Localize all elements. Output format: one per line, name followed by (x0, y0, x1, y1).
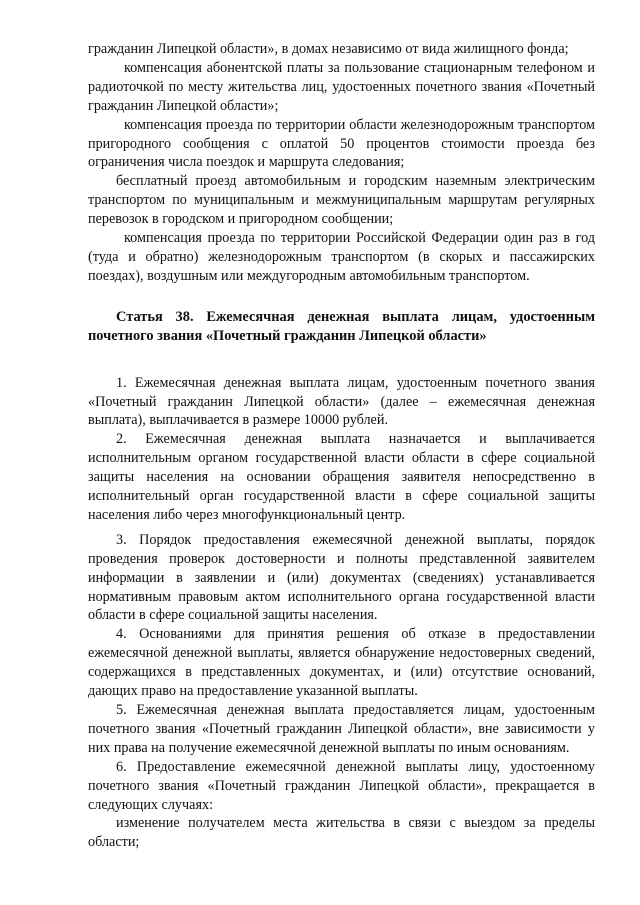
article-item-4: 4. Основаниями для принятия решения об отказе в предоставлении ежемесячной денежной выплаты, является обнаружение недостоверных сведений, содержащихся в представленных документах, и (или) отсутствие оснований, дающих право на предоставление указанной выплаты. (88, 626, 595, 700)
article-item-5: 5. Ежемесячная денежная выплата предоставляется лицам, удостоенным почетного звания «Почетный гражданин Липецкой области», вне зависимости у них права на получение ежемесячной денежной выплаты по иным основаниям. (88, 702, 595, 756)
paragraph-housing-continuation: гражданин Липецкой области», в домах независимо от вида жилищного фонда; (88, 41, 569, 57)
article-item-1: 1. Ежемесячная денежная выплата лицам, удостоенным почетного звания «Почетный гражданин Липецкой области» (далее – ежемесячная денежная выплата), выплачивается в размере 10000 рублей. (88, 374, 595, 429)
paragraph-rail-compensation: компенсация проезда по территории области железнодорожным транспортом пригородного сообщения с оплатой 50 процентов стоимости проезда без ограничения числа поездок и маршрута следования; (88, 116, 595, 171)
document-page (88, 40, 595, 852)
article-heading: Статья 38. Ежемесячная денежная выплата лицам, удостоенным почетного звания «Почетный гражданин Липецкой области» (88, 308, 595, 344)
article-item-6-case-relocation: изменение получателем места жительства в связи с выездом за пределы области; (88, 815, 595, 851)
paragraph-free-transport: бесплатный проезд автомобильным и городским наземным электрическим транспортом по муниципальным и межмуниципальным маршрутам регулярных перевозок в городском и пригородном сообщении; (88, 173, 595, 228)
paragraph-federal-travel: компенсация проезда по территории Российской Федерации один раз в год (туда и обратно) железнодорожным транспортом (в скорых и пассажирских поездах), воздушным или междугородным автомобильным транспортом. (88, 230, 595, 284)
article-item-3: 3. Порядок предоставления ежемесячной денежной выплаты, порядок проведения проверок достоверности и полноты представленной заявителем информации в заявлении и (или) документах (сведениях) устанавливается нормативным правовым актом исполнительного органа государственной власти области в сфере социальной защиты населения. (88, 531, 595, 624)
paragraph-phone-compensation: компенсация абонентской платы за пользование стационарным телефоном и радиоточкой по месту жительства лиц, удостоенных почетного звания «Почетный гражданин Липецкой области»; (88, 59, 595, 114)
article-item-2: 2. Ежемесячная денежная выплата назначается и выплачивается исполнительным органом государственной власти области в сфере социальной защиты населения на основании обращения заявителя непосредственно в исполнительный орган государственной власти в сфере социальной защиты населения либо через многофункциональный центр. (88, 431, 595, 523)
article-item-6: 6. Предоставление ежемесячной денежной выплаты лицу, удостоенному почетного звания «Почетный гражданин Липецкой области», прекращается в следующих случаях: (88, 758, 595, 813)
